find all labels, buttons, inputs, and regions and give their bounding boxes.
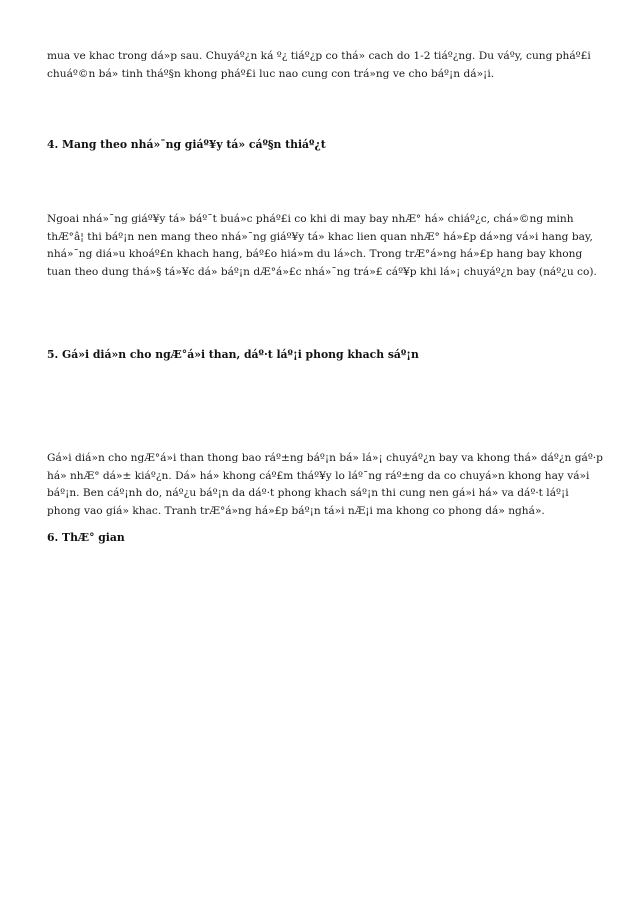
heading-time: 6. ThÆ° gian: [47, 531, 125, 544]
paragraph-flight-change: mua ve khac trong dá»p sau. Chuyáº¿n ká º¿ tiáº¿p co thá» cach do 1-2 tiáº¿ng. Du váºy, cung pháº£i chuáº©n bá» tinh tháº§n khong pháº£i luc nao cung con trá»ng ve cho báº¡n dá»¡i.: [47, 50, 591, 80]
heading-call-relatives: 5. Gá»i diá»n cho ngÆ°á»i than, dáº·t láº¡i phong khach sáº¡n: [47, 348, 419, 361]
heading-bring-documents: 4. Mang theo nhá»¯ng giáº¥y tá» cáº§n thiáº¿t: [47, 138, 326, 151]
paragraph-documents: Ngoai nhá»¯ng giáº¥y tá» báº¯t buá»c pháº£i co khi di may bay nhÆ° há» chiáº¿c, chá»©ng minh thÆ°â¦ thi báº¡n nen mang theo nhá»¯ng giáº¥y tá» khac lien quan nhÆ° há»£p dá»ng vá»i hang bay, nhá»¯ng diá»u khoáº£n khach hang, báº£o hiá»m du lá»ch. Trong trÆ°á»ng há»£p hang bay khong tuan theo dung thá»§ tá»¥c dá» báº¡n dÆ°á»£c nhá»¯ng trá»£ cáº¥p khi lá»¡ chuyáº¿n bay (náº¿u co).: [47, 213, 597, 278]
paragraph-call-relatives: Gá»i diá»n cho ngÆ°á»i than thong bao ráº±ng báº¡n bá» lá»¡ chuyáº¿n bay va khong thá» dáº¿n gáº·p há» nhÆ° dá»± kiáº¿n. Dá» há» khong cáº£m tháº¥y lo láº¯ng ráº±ng da co chuyá»n khong hay vá»i báº¡n. Ben cáº¡nh do, náº¿u báº¡n da dáº·t phong khach sáº¡n thi cung nen gá»i há» va dáº·t láº¡i phong vao giá» khac. Tranh trÆ°á»ng há»£p báº¡n tá»i nÆ¡i ma khong co phong dá» nghá».: [47, 452, 603, 517]
